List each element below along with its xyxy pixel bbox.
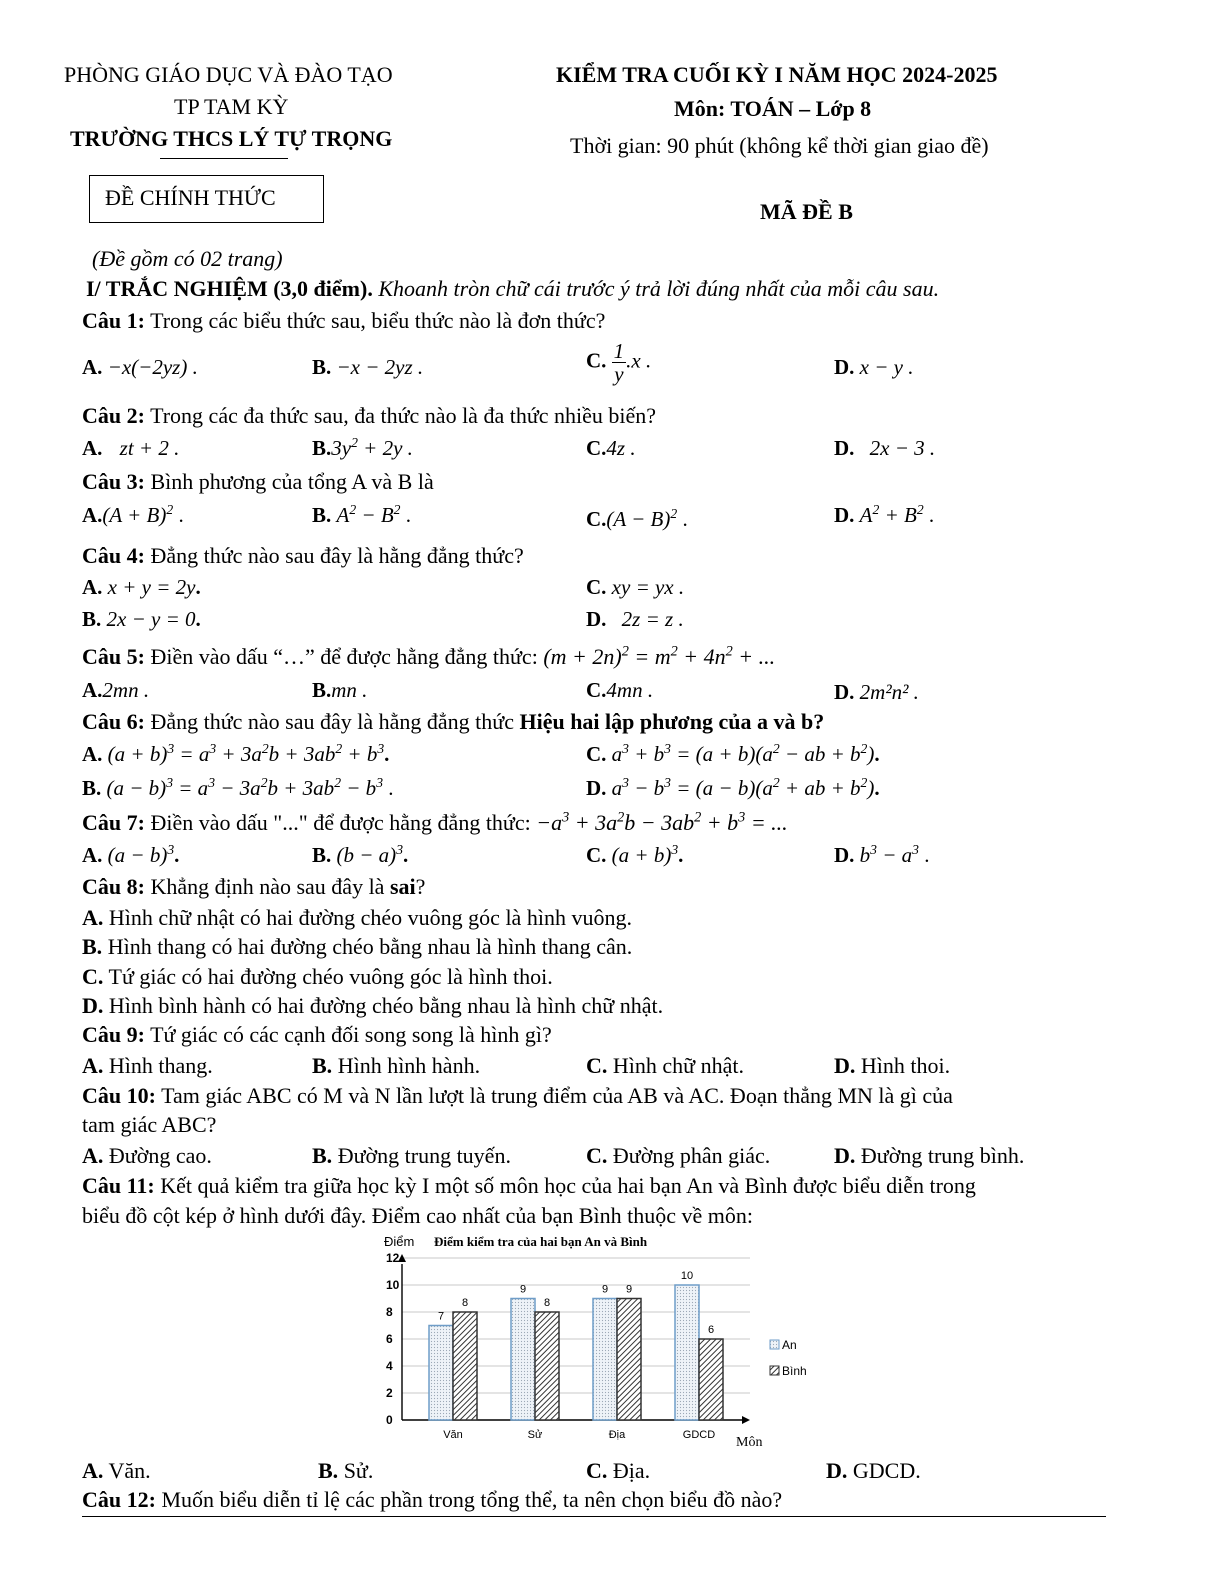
chart-svg xyxy=(370,1232,820,1454)
q1-stem xyxy=(82,308,605,334)
q11-option-c[interactable]: C. Địa. xyxy=(586,1458,651,1483)
school-name: TRƯỜNG THCS LÝ TỰ TRỌNG xyxy=(70,126,393,151)
q1-option-b[interactable]: B. −x − 2yz . xyxy=(312,355,424,379)
y-tick-label: 6 xyxy=(386,1332,393,1346)
q5-option-d[interactable]: D. 2m²n² . xyxy=(834,680,919,704)
bar-bình xyxy=(617,1299,641,1421)
data-label: 10 xyxy=(680,1270,694,1282)
q10-stem: Câu 10: Tam giác ABC có M và N lần lượt là trung điểm của AB và AC. Đoạn thẳng MN là gì của xyxy=(82,1083,953,1108)
q2-option-a[interactable]: A. zt + 2 . xyxy=(82,436,180,460)
dept-name: PHÒNG GIÁO DỤC VÀ ĐÀO TẠO xyxy=(64,62,393,87)
q10-option-b[interactable]: B. Đường trung tuyến. xyxy=(312,1143,511,1168)
q9-option-d[interactable]: D. Hình thoi. xyxy=(834,1053,951,1078)
fraction-1-over-y: $\frac{1}{y}$ xyxy=(613,339,625,387)
y-tick-label: 12 xyxy=(386,1251,400,1265)
q5-option-b[interactable]: B.mn . xyxy=(312,678,368,702)
q8-option-c[interactable]: C. Tứ giác có hai đường chéo vuông góc là hình thoi. xyxy=(82,964,553,989)
chart-ylabel: Điểm xyxy=(384,1234,415,1249)
data-label: 9 xyxy=(601,1283,609,1296)
data-label: 9 xyxy=(625,1283,633,1296)
y-tick-label: 0 xyxy=(386,1413,393,1427)
q7-expression: $-a^3 + 3a^2b - 3ab^2 + b^3$ = ... xyxy=(536,809,788,835)
data-label: 9 xyxy=(519,1283,527,1296)
x-tick-label: Sử xyxy=(527,1429,543,1441)
section-label: I/ TRẮC NGHIỆM (3,0 điểm). xyxy=(86,276,373,301)
exam-title: KIỂM TRA CUỐI KỲ I NĂM HỌC 2024-2025 xyxy=(556,62,998,87)
q6-option-b[interactable]: B. $(a - b)^3 = a^3 - 3a^2b + 3ab^2 - b^3$ . xyxy=(82,774,394,800)
q4-stem: Câu 4: Đẳng thức nào sau đây là hằng đẳng thức? xyxy=(82,543,524,568)
school-underline xyxy=(160,158,288,159)
q1-option-d[interactable]: D. x − y . xyxy=(834,355,914,379)
y-tick-label: 8 xyxy=(386,1305,393,1319)
q1-text: Trong các biểu thức sau, biểu thức nào là đơn thức? xyxy=(150,308,606,333)
q3-option-c[interactable]: $C.(A - B)^2$ . xyxy=(586,505,688,531)
q9-option-a[interactable]: A. Hình thang. xyxy=(82,1053,213,1078)
q11-option-a[interactable]: A. Văn. xyxy=(82,1458,151,1483)
q10-option-c[interactable]: C. Đường phân giác. xyxy=(586,1143,771,1168)
chart-xlabel: Môn xyxy=(736,1435,763,1450)
q11-option-b[interactable]: B. Sử. xyxy=(318,1458,374,1483)
q6-option-c[interactable]: C. $a^3 + b^3 = (a + b)(a^2$ − ab + $b^2$). xyxy=(586,740,880,766)
q6-option-d[interactable]: D. $a^3 - b^3 = (a - b)(a^2$ + ab + $b^2$). xyxy=(586,774,880,800)
section-title xyxy=(86,276,939,302)
q10-option-a[interactable]: A. Đường cao. xyxy=(82,1143,212,1168)
q3-option-b[interactable]: B. $A^2 - B^2$ . xyxy=(312,501,411,527)
q3-option-d[interactable]: D. $A^2 + B^2$ . xyxy=(834,501,935,527)
q4-option-c[interactable]: C. xy = yx . xyxy=(586,575,685,599)
q1-option-a[interactable]: A. −x(−2yz) . xyxy=(82,355,198,379)
q5-stem: Câu 5: Điền vào dấu “…” để được hằng đẳng thức: $(m + 2n)^2 = m^2 + 4n^2$ + ... xyxy=(82,643,776,669)
grade-bar-chart xyxy=(370,1232,820,1454)
q8-stem: Câu 8: Khẳng định nào sau đây là sai? xyxy=(82,874,426,899)
bar-an xyxy=(429,1326,453,1421)
legend-swatch-binh xyxy=(770,1366,779,1375)
pages-note: (Đề gồm có 02 trang) xyxy=(92,246,283,271)
x-tick-label: GDCD xyxy=(682,1429,716,1441)
q10-stem-cont: tam giác ABC? xyxy=(82,1112,217,1137)
time-line: Thời gian: 90 phút (không kể thời gian giao đề) xyxy=(570,133,989,158)
q5-option-c[interactable]: C.4mn . xyxy=(586,678,654,702)
legend-label-an: An xyxy=(782,1338,797,1352)
q2-option-c[interactable]: C.4z . xyxy=(586,436,636,460)
q3-stem: Câu 3: Bình phương của tổng A và B là xyxy=(82,469,434,494)
q7-option-b[interactable]: B. $(b - a)^3$. xyxy=(312,841,409,867)
q6-option-a[interactable]: A. $(a + b)^3 = a^3 + 3a^2b + 3ab^2 + b^3$. xyxy=(82,740,390,766)
legend-swatch-an xyxy=(770,1340,779,1349)
q9-option-b[interactable]: B. Hình hình hành. xyxy=(312,1053,481,1078)
q11-stem: Câu 11: Kết quả kiểm tra giữa học kỳ I một số môn học của hai bạn An và Bình được biểu diễn trong xyxy=(82,1173,976,1198)
q10-option-d[interactable]: D. Đường trung bình. xyxy=(834,1143,1025,1168)
q4-option-b[interactable]: B. 2x − y = 0. xyxy=(82,607,201,631)
y-tick-label: 10 xyxy=(386,1278,400,1292)
bar-bình xyxy=(535,1312,559,1420)
data-label: 7 xyxy=(437,1310,445,1323)
q8-option-d[interactable]: D. Hình bình hành có hai đường chéo bằng nhau là hình chữ nhật. xyxy=(82,993,664,1018)
q4-option-a[interactable]: A. x + y = 2y. xyxy=(82,575,201,599)
q5-option-a[interactable]: A.2mn . xyxy=(82,678,150,702)
q5-expression: $(m + 2n)^2 = m^2 + 4n^2$ + ... xyxy=(543,643,776,669)
q2-option-b[interactable]: $B.3y^2 + 2y$ . xyxy=(312,434,413,460)
chart-title: Điểm kiểm tra của hai bạn An và Bình xyxy=(434,1234,648,1249)
bar-an xyxy=(593,1299,617,1421)
x-axis-arrow-icon xyxy=(742,1416,750,1424)
x-tick-label: Địa xyxy=(608,1429,626,1441)
q6-stem: Câu 6: Đẳng thức nào sau đây là hằng đẳng thức Hiệu hai lập phương của a và b? xyxy=(82,709,825,734)
q12-stem: Câu 12: Muốn biểu diễn tỉ lệ các phần trong tổng thể, ta nên chọn biểu đồ nào? xyxy=(82,1487,783,1512)
q2-option-d[interactable]: D. 2x − 3 . xyxy=(834,436,936,460)
q1-option-c[interactable]: C. $\frac{1}{y}$ .x . xyxy=(586,339,652,387)
q2-stem: Câu 2: Trong các đa thức sau, đa thức nào là đa thức nhiều biến? xyxy=(82,403,657,428)
q3-option-a[interactable]: $A.(A + B)^2$ . xyxy=(82,501,184,527)
q8-option-b[interactable]: B. Hình thang có hai đường chéo bằng nhau là hình thang cân. xyxy=(82,934,633,959)
city-name: TP TAM KỲ xyxy=(174,94,289,119)
bar-bình xyxy=(699,1339,723,1420)
q8-option-a[interactable]: A. Hình chữ nhật có hai đường chéo vuông góc là hình vuông. xyxy=(82,905,632,930)
chart-bars xyxy=(429,1285,723,1420)
q7-option-a[interactable]: A. $(a - b)^3$. xyxy=(82,841,180,867)
q7-option-c[interactable]: C. $(a + b)^3$. xyxy=(586,841,684,867)
page-bottom-rule xyxy=(82,1516,1106,1517)
q9-option-c[interactable]: C. Hình chữ nhật. xyxy=(586,1053,744,1078)
x-tick-label: Văn xyxy=(443,1429,463,1441)
q11-stem-cont: biểu đồ cột kép ở hình dưới đây. Điểm cao nhất của bạn Bình thuộc về môn: xyxy=(82,1203,753,1228)
y-tick-label: 2 xyxy=(386,1386,393,1400)
q7-stem: Câu 7: Điền vào dấu "..." để được hằng đẳng thức: $-a^3 + 3a^2b - 3ab^2 + b^3$ = ... xyxy=(82,809,788,835)
q11-option-d[interactable]: D. GDCD. xyxy=(826,1458,921,1483)
data-label: 6 xyxy=(707,1324,715,1336)
data-label: 8 xyxy=(461,1297,469,1309)
bar-an xyxy=(675,1285,699,1420)
bar-bình xyxy=(453,1312,477,1420)
y-tick-label: 4 xyxy=(386,1359,393,1373)
q7-option-d[interactable]: D. $b^3 - a^3$ . xyxy=(834,841,930,867)
data-label: 8 xyxy=(543,1297,551,1309)
q4-option-d[interactable]: D. 2z = z . xyxy=(586,607,684,631)
legend-label-binh: Bình xyxy=(782,1364,807,1378)
q9-stem: Câu 9: Tứ giác có các cạnh đối song song là hình gì? xyxy=(82,1022,552,1047)
section-instruction: Khoanh tròn chữ cái trước ý trả lời đúng nhất của mỗi câu sau. xyxy=(378,276,940,301)
q1-label: Câu 1: xyxy=(82,308,145,333)
official-label: ĐỀ CHÍNH THỨC xyxy=(105,185,276,210)
bar-an xyxy=(511,1299,535,1421)
exam-code: MÃ ĐỀ B xyxy=(760,199,853,224)
subject-line: Môn: TOÁN – Lớp 8 xyxy=(674,96,872,121)
